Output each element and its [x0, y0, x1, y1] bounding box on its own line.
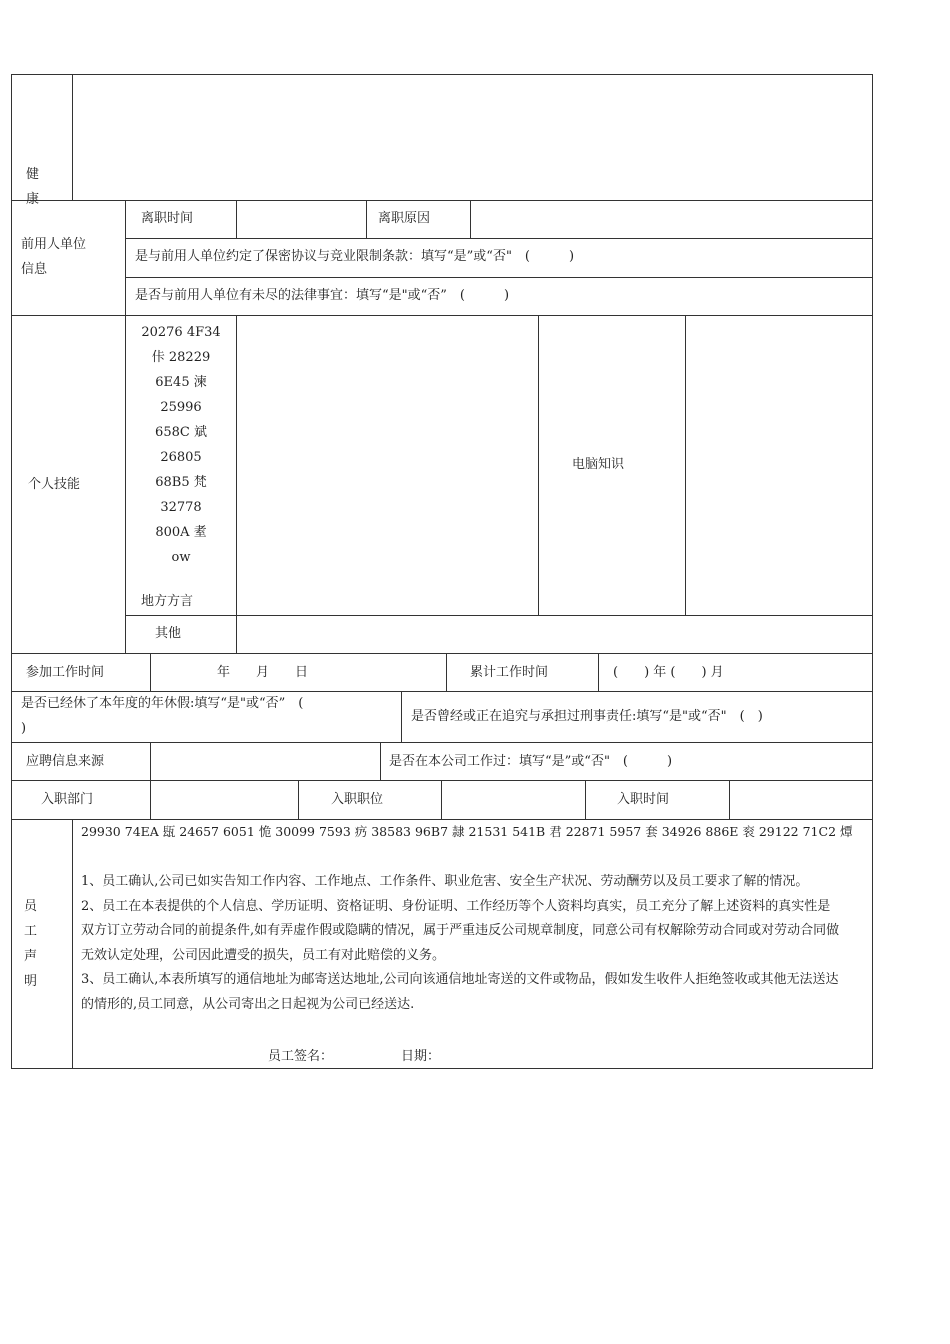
entry-department-label: 入职部门 [41, 792, 94, 807]
work-start-label: 参加工作时间 [26, 665, 105, 680]
computer-knowledge-field[interactable] [686, 316, 872, 615]
skill-code-line: ow [171, 550, 191, 565]
skill-code-line: 658C 斌 [155, 425, 207, 440]
computer-knowledge-label: 电脑知识 [572, 457, 625, 472]
leave-reason-label: 离职原因 [378, 211, 431, 226]
col-divider [446, 653, 447, 692]
other-skills-label: 其他 [155, 626, 182, 641]
col-divider [150, 653, 151, 692]
col-divider [538, 315, 539, 616]
row-divider [125, 277, 873, 278]
employee-signature-field[interactable] [340, 1046, 395, 1066]
row-divider [11, 742, 873, 743]
table-border-left [11, 74, 12, 1069]
total-work-time-label: 累计工作时间 [470, 665, 549, 680]
dialect-label: 地方方言 [141, 594, 194, 609]
declaration-label-char: 明 [24, 974, 38, 989]
skill-code-line: 32778 [160, 500, 202, 515]
leave-time-label: 离职时间 [141, 211, 194, 226]
health-label-1: 健 [26, 167, 40, 182]
health-label-2: 康 [26, 192, 40, 207]
col-divider [380, 742, 381, 781]
work-start-value[interactable]: 年 月 日 [217, 665, 309, 680]
skill-code-line: 6E45 湅 [155, 375, 207, 390]
skill-code-line: 20276 4F34 [141, 325, 221, 340]
worked-here-question: 是否在本公司工作过：填写“是”或“否" ( ) [389, 754, 673, 769]
col-divider [298, 780, 299, 820]
skill-code-line: 25996 [160, 400, 202, 415]
prev-employer-label-line2: 信息 [21, 262, 48, 277]
skill-code-line: 68B5 梵 [155, 475, 207, 490]
criminal-liability-question: 是否曾经或正在追究与承担过刑事责任:填写“是"或“否" ( ) [411, 709, 763, 724]
recruitment-source-label: 应聘信息来源 [26, 754, 105, 769]
row-divider [11, 653, 873, 654]
total-work-time-value[interactable]: ( ) 年 ( ) 月 [613, 665, 724, 680]
entry-department-field[interactable] [151, 781, 298, 819]
prev-employer-label-line1: 前用人单位 [21, 237, 87, 252]
declaration-label-char: 工 [24, 924, 38, 939]
signature-date-field[interactable] [445, 1046, 565, 1066]
skill-code-line: 800A 耊 [155, 525, 207, 540]
entry-time-label: 入职时间 [617, 792, 670, 807]
row-divider [11, 819, 873, 820]
entry-position-label: 入职职位 [331, 792, 384, 807]
entry-position-field[interactable] [442, 781, 585, 819]
col-divider [401, 691, 402, 743]
col-divider [72, 819, 73, 1069]
declaration-text [81, 870, 843, 1017]
skill-code-line: 佧 28229 [151, 350, 211, 365]
leave-time-field[interactable] [237, 201, 366, 238]
annual-leave-question-line1: 是否已经休了本年度的年休假:填写“是"或“否” ( [21, 696, 304, 711]
skill-code-lines [126, 320, 236, 570]
col-divider [598, 653, 599, 692]
annual-leave-question-line2: ) [21, 721, 27, 736]
other-skills-field[interactable] [237, 616, 872, 653]
declaration-code-line: 29930 74EA 瓺 24657 6051 恑 30099 7593 疓 38583 96B7 隷 21531 541B 君 22871 5957 套 34926 886E 衮 29122 71C2 燂 [81, 824, 853, 839]
leave-reason-field[interactable] [471, 201, 872, 238]
employee-signature-label: 员工签名： [268, 1049, 334, 1064]
health-content-cell[interactable] [73, 75, 872, 200]
skill-code-line: 26805 [160, 450, 202, 465]
signature-date-label: 日期： [401, 1049, 441, 1064]
row-divider [11, 691, 873, 692]
confidentiality-question: 是与前用人单位约定了保密协议与竞业限制条款：填写“是”或“否" ( ) [135, 249, 575, 264]
entry-time-field[interactable] [730, 781, 872, 819]
row-divider [125, 238, 873, 239]
personal-skills-label: 个人技能 [28, 477, 81, 492]
col-divider [585, 780, 586, 820]
table-border-bottom [11, 1068, 873, 1069]
dialect-field[interactable] [237, 316, 538, 615]
declaration-label-char: 员 [24, 899, 38, 914]
declaration-paragraph-2: 2、员工在本表提供的个人信息、学历证明、资格证明、身份证明、工作经历等个人资料均真实，员工充分了解上述资料的真实性是双方订立劳动合同的前提条件,如有弄虚作假或隐瞒的情况，属于严重违反公司规章制度，同意公司有权解除劳动合同或对劳动合同做无效认定处理，公司因此遭受的损失，员工有对此赔偿的义务。 [81, 898, 840, 963]
recruitment-source-field[interactable] [151, 743, 380, 780]
declaration-label-char: 声 [24, 949, 38, 964]
declaration-paragraph-1: 1、员工确认,公司已如实告知工作内容、工作地点、工作条件、职业危害、安全生产状况、劳动酬劳以及员工要求了解的情况。 [81, 874, 809, 889]
declaration-paragraph-3: 3、员工确认,本表所填写的通信地址为邮寄送达地址,公司向该通信地址寄送的文件或物品，假如发生收件人拒绝签收或其他无法送达的情形的,员工同意，从公司寄出之日起视为公司已经送达. [81, 972, 839, 1012]
table-border-right [872, 74, 873, 1069]
legal-matters-question: 是否与前用人单位有未尽的法律事宜：填写“是"或“否” ( ) [135, 288, 510, 303]
col-divider [366, 200, 367, 239]
